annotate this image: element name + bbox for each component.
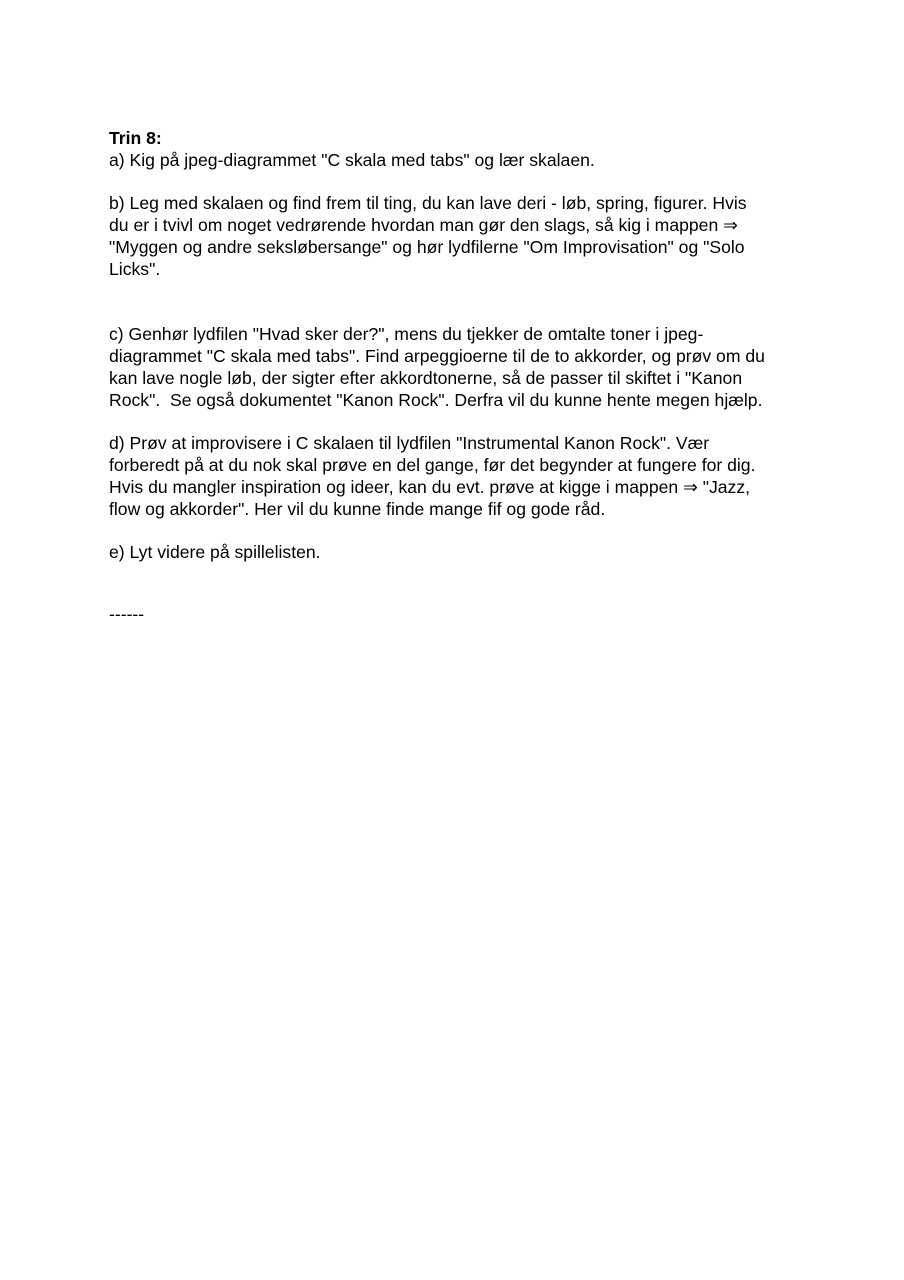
item-b-line: Licks".	[109, 258, 161, 279]
paragraph-gap	[109, 281, 799, 325]
item-c-line: Rock". Se også dokumentet "Kanon Rock". Derfra vil du kunne hente megen hjælp.	[109, 389, 763, 410]
item-b-line: b) Leg med skalaen og find frem til ting, du kan lave deri - løb, spring, figurer. Hvis	[109, 193, 747, 214]
item-e-paragraph	[109, 542, 799, 564]
divider-text: ------	[109, 603, 145, 624]
paragraph-gap	[109, 564, 799, 604]
document-body	[109, 128, 799, 626]
item-d-line: forberedt på at du nok skal prøve en del gange, før det begynder at fungere for dig.	[109, 454, 756, 475]
item-d-line: d) Prøv at improvisere i C skalaen til lydfilen "Instrumental Kanon Rock". Vær	[109, 433, 710, 454]
item-a-paragraph	[109, 150, 799, 172]
paragraph-gap	[109, 172, 799, 194]
item-d-line: flow og akkorder". Her vil du kunne finde mange fif og gode råd.	[109, 498, 606, 519]
item-c-line: diagrammet "C skala med tabs". Find arpeggioerne til de to akkorder, og prøv om du	[109, 345, 765, 366]
item-e-line: e) Lyt videre på spillelisten.	[109, 542, 321, 563]
item-c-line: kan lave nogle løb, der sigter efter akkordtonerne, så de passer til skiftet i "Kanon	[109, 367, 743, 388]
item-d-line: Hvis du mangler inspiration og ideer, kan du evt. prøve at kigge i mappen ⇒ "Jazz,	[109, 476, 751, 497]
paragraph-gap	[109, 411, 799, 433]
item-c-line: c) Genhør lydfilen "Hvad sker der?", mens du tjekker de omtalte toner i jpeg-	[109, 324, 704, 345]
item-c-paragraph	[109, 324, 799, 411]
section-heading: Trin 8:	[109, 128, 162, 148]
item-b-line: "Myggen og andre seksløbersange" og hør lydfilerne "Om Improvisation" og "Solo	[109, 236, 745, 257]
paragraph-gap	[109, 520, 799, 542]
item-b-paragraph	[109, 193, 799, 280]
item-b-line: du er i tvivl om noget vedrørende hvordan man gør den slags, så kig i mappen ⇒	[109, 215, 738, 236]
item-a-line: a) Kig på jpeg-diagrammet "C skala med tabs" og lær skalaen.	[109, 149, 595, 170]
item-d-paragraph	[109, 433, 799, 520]
